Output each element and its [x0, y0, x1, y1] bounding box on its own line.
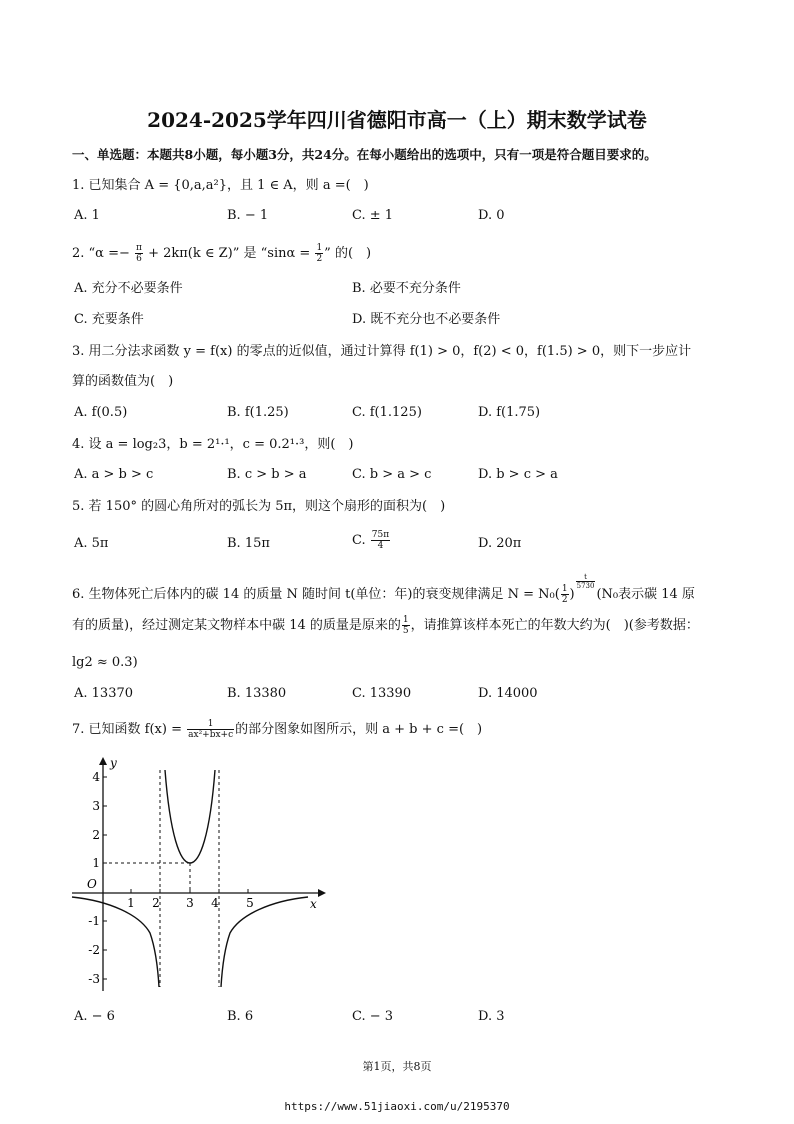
fraction-denominator: 5: [402, 626, 409, 636]
question-1-option-a: A. 1: [74, 208, 100, 223]
y-tick-label: -1: [88, 914, 100, 928]
fraction-denominator: 4: [377, 541, 384, 551]
source-url: https://www.51jiaoxi.com/u/2195370: [284, 1100, 510, 1113]
page-footer: 第1页，共8页: [362, 1060, 432, 1073]
question-3-option-d: D. f(1.75): [478, 405, 541, 420]
question-2-stem-part: ” 的( ): [324, 246, 372, 261]
question-6-option-c: C. 13390: [352, 686, 412, 701]
question-2-stem-part: + 2kπ(k ∈ Z)” 是 “sinα =: [143, 246, 315, 261]
x-tick-label: 3: [186, 896, 194, 910]
curve-middle-branch: [165, 770, 215, 863]
question-6-stem-part: (N₀表示碳 14 原: [596, 587, 695, 602]
question-1-option-b: B. − 1: [227, 208, 269, 223]
fraction-numerator: 75π: [371, 530, 390, 540]
question-6-stem-line1: 6. 生物体死亡后体内的碳 14 的质量 N 随时间 t(单位：年)的衰变规律满足 N = N₀( $\frac{1}{2}$ ) $^{\frac{t}{5730}}$ (N₀表示碳 14 原: [72, 573, 695, 605]
option-label: C.: [352, 533, 370, 548]
fraction-numerator: 1: [316, 243, 323, 253]
question-3-stem-line1: 3. 用二分法求函数 y = f(x) 的零点的近似值，通过计算得 f(1) > 0，f(2) < 0，f(1.5) > 0，则下一步应计: [72, 344, 692, 359]
y-tick-label: 2: [92, 828, 100, 842]
x-tick-label: 5: [246, 896, 254, 910]
y-axis-label: y: [110, 756, 117, 770]
question-5-option-c: [352, 530, 391, 551]
question-5-stem: 5. 若 150° 的圆心角所对的弧长为 5π，则这个扇形的面积为( ): [72, 499, 446, 514]
question-6-option-b: B. 13380: [227, 686, 287, 701]
question-5-option-d: D. 20π: [478, 536, 522, 551]
question-2-stem: [72, 243, 371, 264]
y-tick-label: 1: [92, 856, 100, 870]
question-6-stem-line3: lg2 ≈ 0.3): [72, 655, 138, 670]
question-7-option-c: C. − 3: [352, 1009, 394, 1024]
question-5-option-b: B. 15π: [227, 536, 270, 551]
question-3-option-c: C. f(1.125): [352, 405, 422, 420]
fraction-numerator: t: [576, 573, 596, 582]
question-6-option-a: A. 13370: [74, 686, 134, 701]
question-3-stem-line2: 算的函数值为( ): [72, 374, 174, 389]
y-tick-label: 3: [92, 799, 100, 813]
x-tick-label: 4: [211, 896, 219, 910]
fraction-denominator: 2: [561, 595, 568, 605]
fraction: [187, 719, 234, 740]
question-1-option-d: D. 0: [478, 208, 505, 223]
question-7-option-b: B. 6: [227, 1009, 254, 1024]
question-2-option-d: D. 既不充分也不必要条件: [352, 312, 501, 327]
fraction: [371, 530, 390, 551]
question-4-option-d: D. b > c > a: [478, 467, 558, 482]
y-tick-label: 4: [92, 770, 100, 784]
curve-right-branch: [221, 897, 308, 987]
question-3-option-a: A. f(0.5): [74, 405, 128, 420]
fraction-numerator: 1: [187, 719, 234, 730]
question-7-stem-part: 的部分图象如图所示，则 a + b + c =( ): [235, 722, 483, 737]
x-axis-arrow-icon: [318, 889, 326, 897]
fraction: [135, 243, 143, 264]
fraction-denominator: ax²+bx+c: [188, 730, 234, 740]
fraction-numerator: π: [136, 243, 142, 253]
question-7-stem: [72, 719, 482, 740]
question-7-stem-part: 7. 已知函数 f(x) =: [72, 722, 187, 737]
fraction: [561, 584, 569, 605]
x-tick-label: 1: [127, 896, 135, 910]
exponent-fraction: [576, 573, 596, 590]
fraction-denominator: 5730: [576, 582, 595, 590]
fraction-numerator: 1: [561, 584, 568, 594]
question-7-option-d: D. 3: [478, 1009, 505, 1024]
fraction-denominator: 2: [316, 254, 323, 264]
question-6-stem-part: 有的质量)，经过测定某文物样本中碳 14 的质量是原来的: [72, 618, 401, 633]
question-7-option-a: A. − 6: [74, 1009, 115, 1024]
question-4-stem: 4. 设 a = log₂3，b = 2¹·¹，c = 0.2¹·³，则( ): [72, 437, 354, 452]
question-5-option-a: A. 5π: [74, 536, 109, 551]
question-2-stem-part: 2. “α =−: [72, 246, 135, 261]
question-2-option-a: A. 充分不必要条件: [74, 281, 183, 296]
x-tick-label: 2: [152, 896, 160, 910]
question-4-option-c: C. b > a > c: [352, 467, 432, 482]
question-6-stem-part: 6. 生物体死亡后体内的碳 14 的质量 N 随时间 t(单位：年)的衰变规律满足 N = N₀(: [72, 587, 560, 602]
x-axis-label: x: [310, 897, 317, 911]
y-tick-label: -2: [88, 943, 100, 957]
origin-label: O: [87, 877, 97, 891]
question-4-option-a: A. a > b > c: [74, 467, 154, 482]
fraction-denominator: 6: [136, 254, 142, 264]
y-axis-arrow-icon: [99, 757, 107, 765]
section-heading: 一、单选题：本题共8小题，每小题3分，共24分。在每小题给出的选项中，只有一项是符合题目要求的。: [72, 147, 657, 162]
curve-left-branch: [72, 897, 159, 987]
question-2-option-c: C. 充要条件: [74, 312, 144, 327]
question-6-stem-line2: [72, 615, 699, 636]
question-2-option-b: B. 必要不充分条件: [352, 281, 461, 296]
question-6-option-d: D. 14000: [478, 686, 538, 701]
y-tick-label: -3: [88, 972, 100, 986]
fraction: [402, 615, 410, 636]
question-1-stem: 1. 已知集合 A = {0,a,a²}，且 1 ∈ A，则 a =( ): [72, 178, 369, 193]
question-6-stem-part: ，请推算该样本死亡的年数大约为( )(参考数据：: [410, 618, 699, 633]
page-title: 2024-2025学年四川省德阳市高一（上）期末数学试卷: [147, 108, 647, 132]
question-1-option-c: C. ± 1: [352, 208, 394, 223]
function-graph: [70, 755, 330, 995]
fraction-numerator: 1: [402, 615, 409, 625]
question-3-option-b: B. f(1.25): [227, 405, 289, 420]
question-4-option-b: B. c > b > a: [227, 467, 307, 482]
fraction: [315, 243, 323, 264]
